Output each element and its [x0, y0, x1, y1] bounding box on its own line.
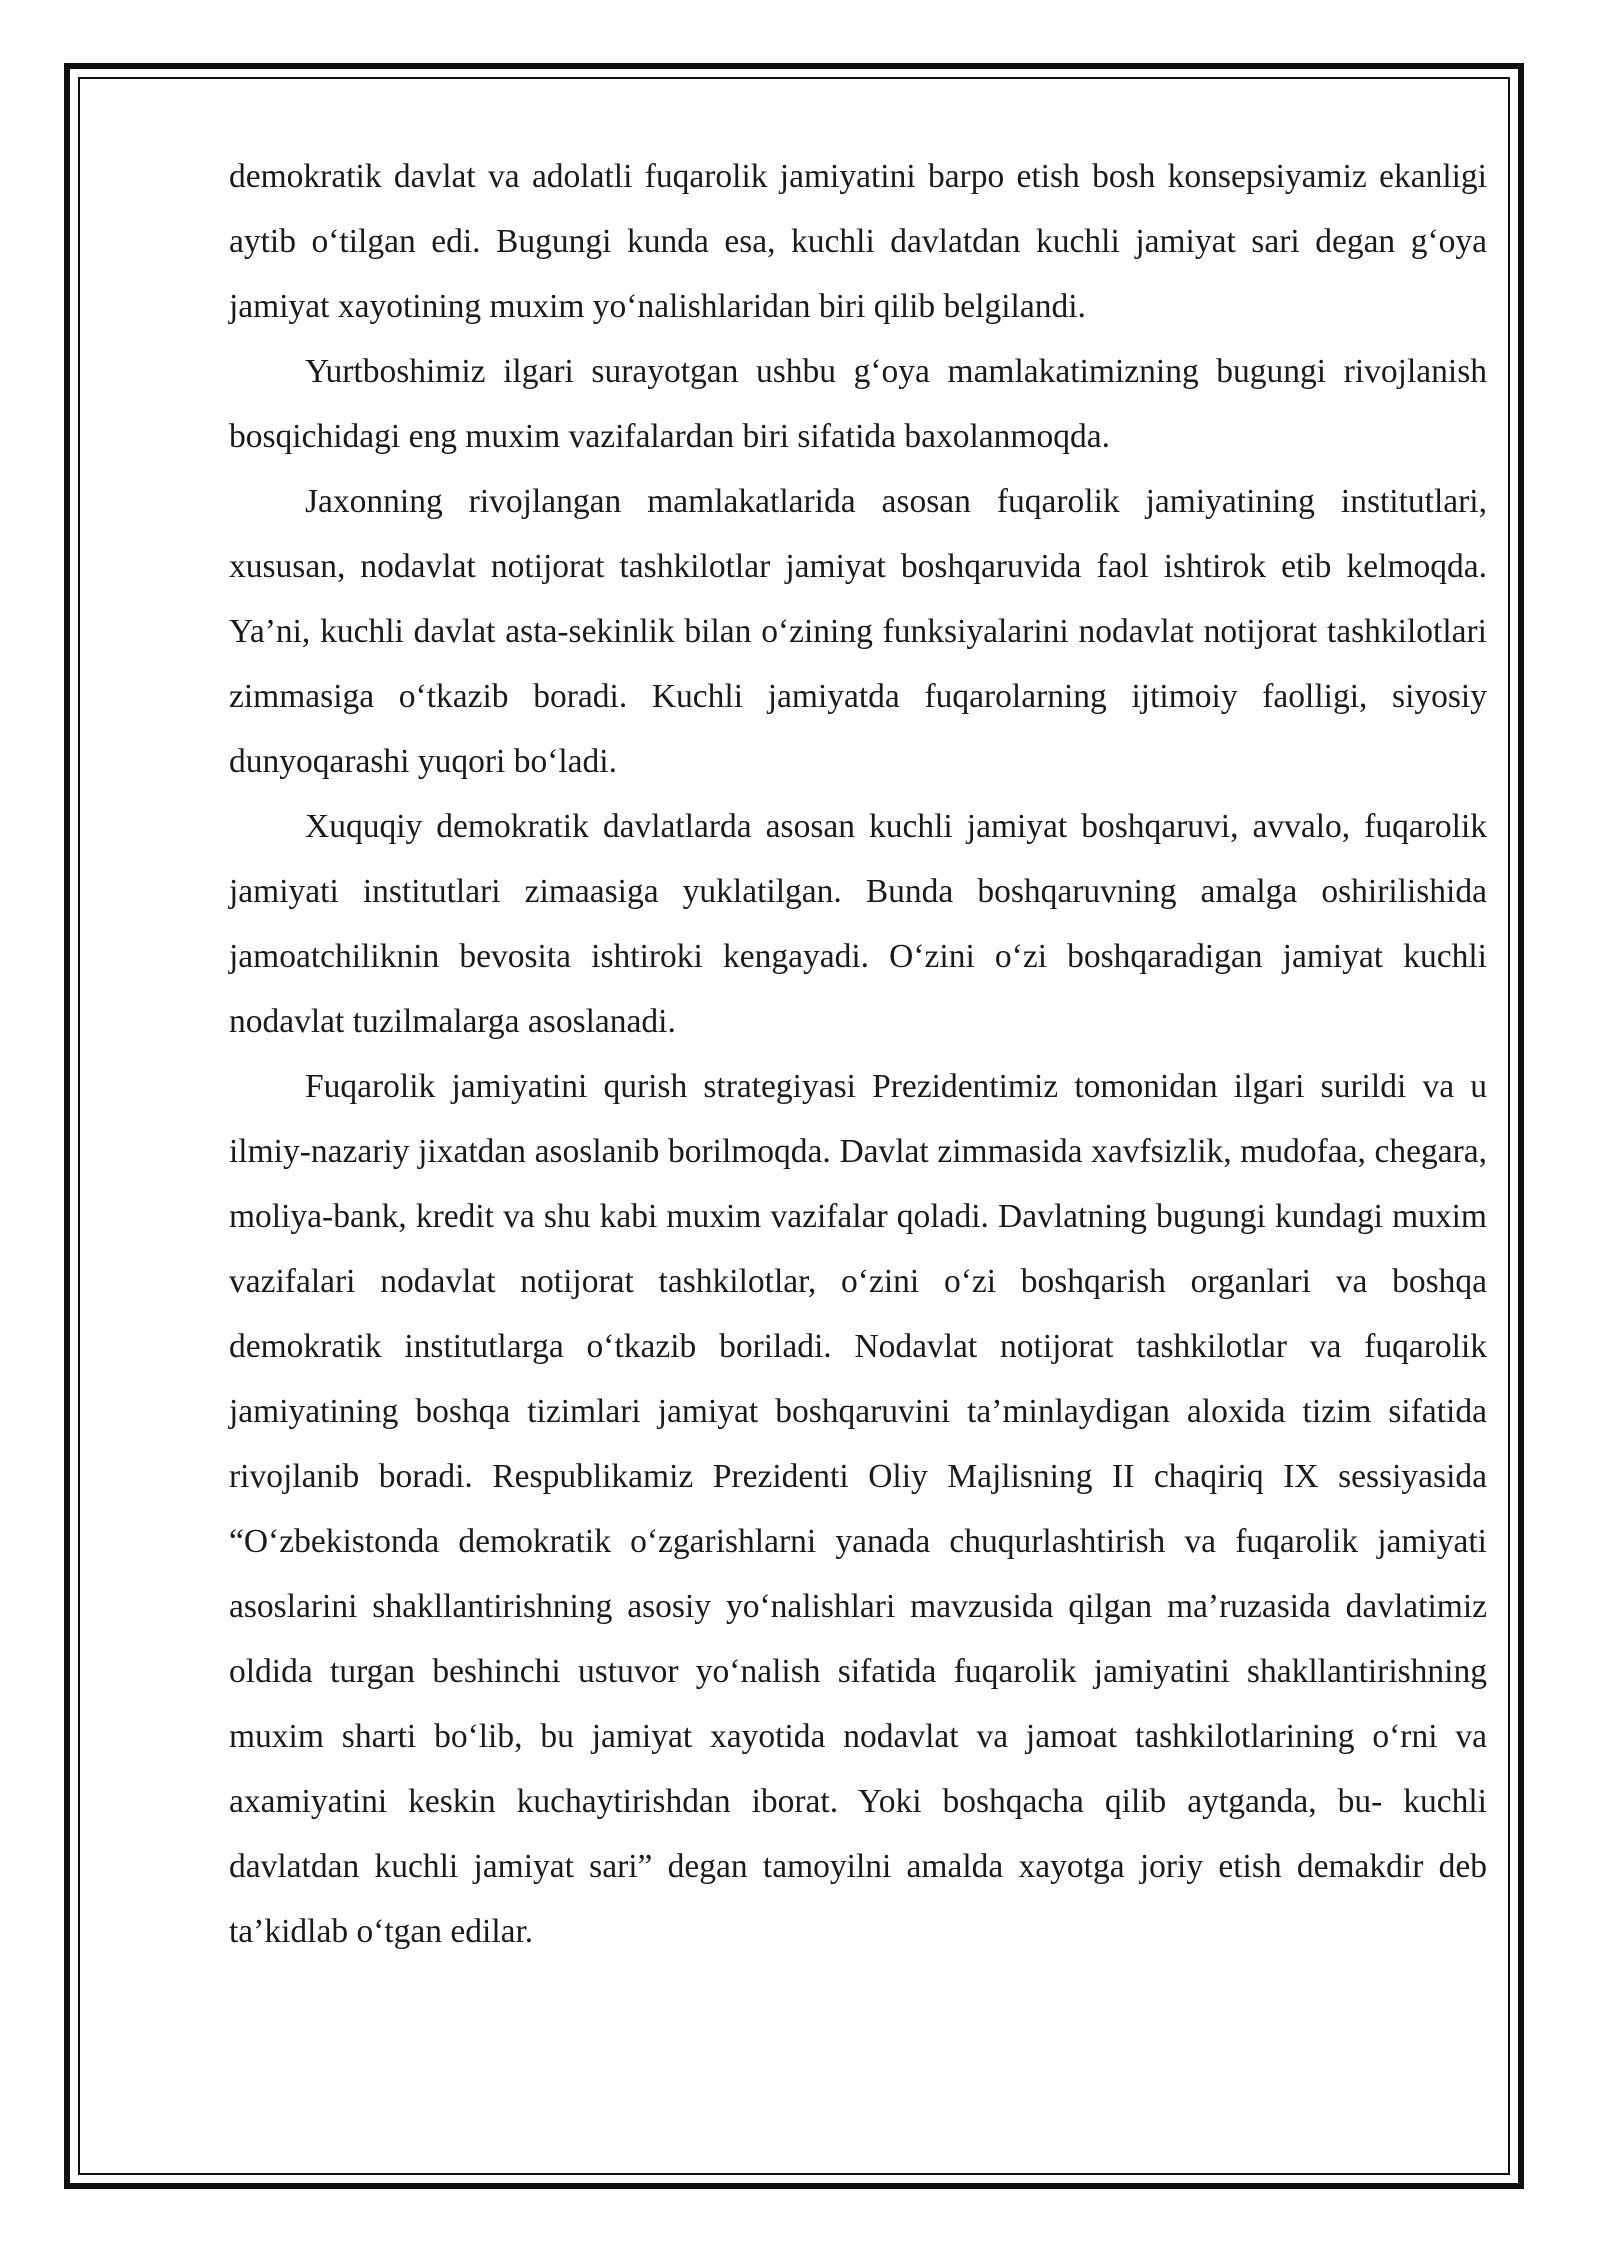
paragraph-4: Xuquqiy demokratik davlatlarda asosan kuchli jamiyat boshqaruvi, avvalo, fuqarolik jamiyati institutlari zimaasiga yuklatilgan. Bunda boshqaruvning amalga oshirilishida jamoatchiliknin bevosita ishtiroki kengayadi. O‘zini o‘zi boshqaradigan jamiyat kuchli nodavlat tuzilmalarga asoslanadi.	[229, 808, 1487, 1040]
paragraph-2: Yurtboshimiz ilgari surayotgan ushbu g‘oya mamlakatimizning bugungi rivojlanish bosqichidagi eng muxim vazifalardan biri sifatida baxolanmoqda.	[229, 353, 1487, 455]
paragraph-3: Jaxonning rivojlangan mamlakatlarida asosan fuqarolik jamiyatining institutlari, xususan, nodavlat notijorat tashkilotlar jamiyat boshqaruvida faol ishtirok etib kelmoqda. Ya’ni, kuchli davlat asta-sekinlik bilan o‘zining funksiyalarini nodavlat notijorat tashkilotlari zimmasiga o‘tkazib boradi. Kuchli jamiyatda fuqarolarning ijtimoiy faolligi, siyosiy dunyoqarashi yuqori bo‘ladi.	[229, 483, 1487, 780]
document-body	[229, 144, 1487, 1964]
paragraph-5: Fuqarolik jamiyatini qurish strategiyasi Prezidentimiz tomonidan ilgari surildi va u ilmiy-nazariy jixatdan asoslanib borilmoqda. Davlat zimmasida xavfsizlik, mudofaa, chegara, moliya-bank, kredit va shu kabi muxim vazifalar qoladi. Davlatning bugungi kundagi muxim vazifalari nodavlat notijorat tashkilotlar, o‘zini o‘zi boshqarish organlari va boshqa demokratik institutlarga o‘tkazib boriladi. Nodavlat notijorat tashkilotlar va fuqarolik jamiyatining boshqa tizimlari jamiyat boshqaruvini ta’minlaydigan aloxida tizim sifatida rivojlanib boradi. Respublikamiz Prezidenti Oliy Majlisning II chaqiriq IX sessiyasida “O‘zbekistonda demokratik o‘zgarishlarni yanada chuqurlashtirish va fuqarolik jamiyati asoslarini shakllantirishning asosiy yo‘nalishlari mavzusida qilgan ma’ruzasida davlatimiz oldida turgan beshinchi ustuvor yo‘nalish sifatida fuqarolik jamiyatini shakllantirishning muxim sharti bo‘lib, bu jamiyat xayotida nodavlat va jamoat tashkilotlarining o‘rni va axamiyatini keskin kuchaytirishdan iborat. Yoki boshqacha qilib aytganda, bu- kuchli davlatdan kuchli jamiyat sari” degan tamoyilni amalda xayotga joriy etish demakdir deb ta’kidlab o‘tgan edilar.	[229, 1068, 1487, 1950]
paragraph-1: demokratik davlat va adolatli fuqarolik jamiyatini barpo etish bosh konsepsiyamiz ekanligi aytib o‘tilgan edi. Bugungi kunda esa, kuchli davlatdan kuchli jamiyat sari degan g‘oya jamiyat xayotining muxim yo‘nalishlaridan biri qilib belgilandi.	[229, 158, 1487, 325]
